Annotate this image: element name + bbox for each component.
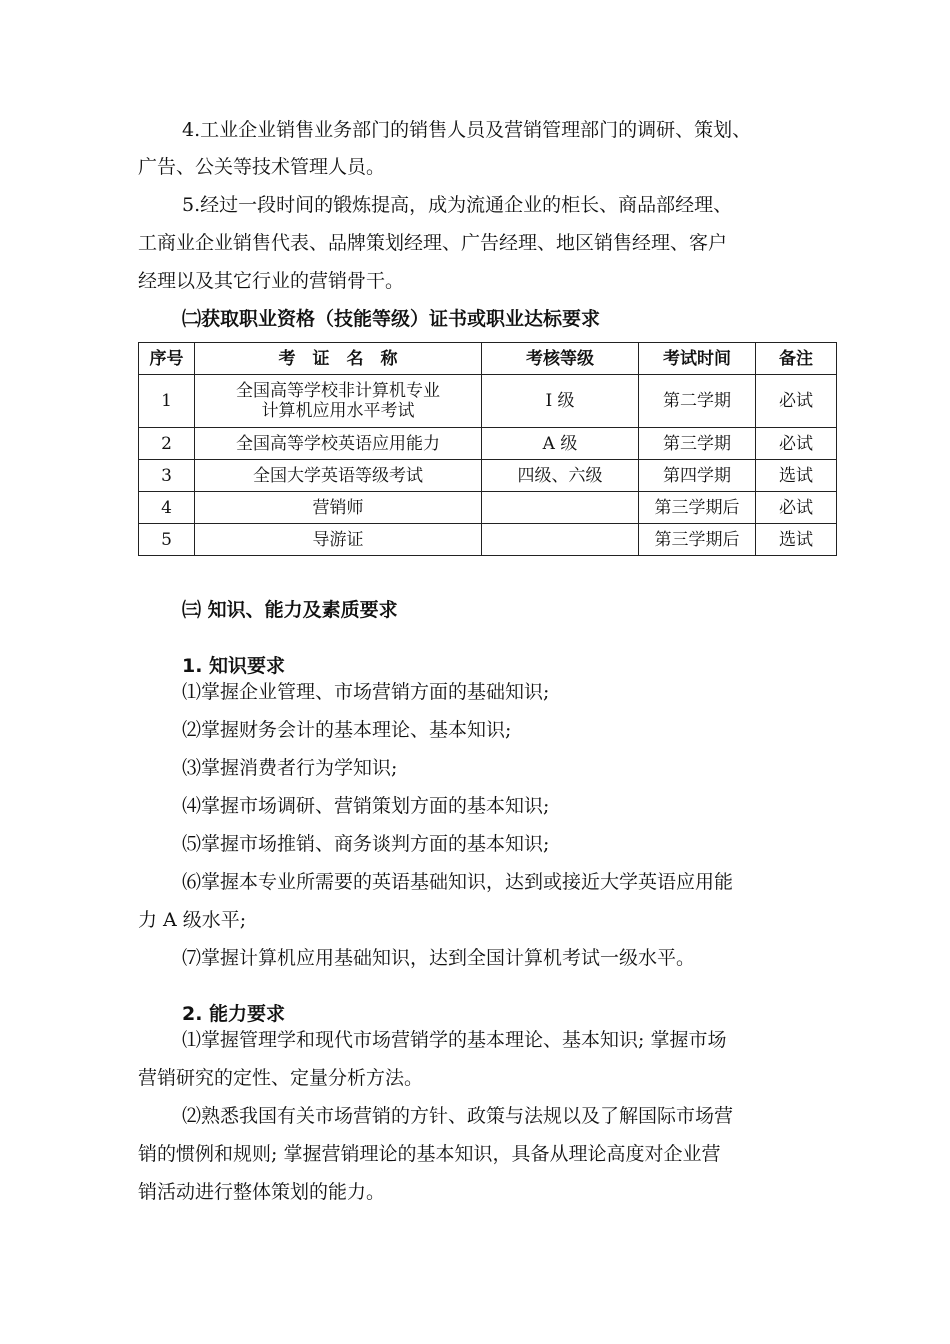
cell-level: Ⅰ 级 <box>482 375 639 428</box>
cell-name: 营销师 <box>195 492 482 524</box>
section-title-certificates: ㈡获取职业资格（技能等级）证书或职业达标要求 <box>182 308 601 330</box>
cell-name <box>195 375 482 428</box>
table-row <box>139 375 837 428</box>
cell-time: 第二学期 <box>639 375 756 428</box>
cell-name: 导游证 <box>195 524 482 556</box>
cell-no: 5 <box>139 524 195 556</box>
paragraph-line: 工商业企业销售代表、品牌策划经理、广告经理、地区销售经理、客户 <box>138 232 728 254</box>
table-header-row <box>139 343 837 375</box>
list-item: ⑸掌握市场推销、商务谈判方面的基本知识; <box>182 833 550 855</box>
list-item: ⑶掌握消费者行为学知识; <box>182 757 398 779</box>
cell-no: 1 <box>139 375 195 428</box>
cell-level: A 级 <box>482 428 639 460</box>
cell-no: 3 <box>139 460 195 492</box>
list-item: ⑹掌握本专业所需要的英语基础知识，达到或接近大学英语应用能 <box>182 871 734 893</box>
header-cell-time: 考试时间 <box>639 343 756 375</box>
cell-no: 4 <box>139 492 195 524</box>
cell-name-line: 全国高等学校非计算机专业 <box>236 381 440 401</box>
table-row <box>139 524 837 556</box>
paragraph-line: 广告、公关等技术管理人员。 <box>138 156 386 178</box>
cell-note: 必试 <box>756 375 837 428</box>
cell-name-line: 计算机应用水平考试 <box>261 401 415 421</box>
subsection-title-knowledge: 1. 知识要求 <box>182 655 286 677</box>
header-cell-no: 序号 <box>139 343 195 375</box>
section-title-requirements: ㈢ 知识、能力及素质要求 <box>182 599 398 621</box>
list-item-continued: 力 A 级水平; <box>138 909 247 931</box>
paragraph-line: ⑴掌握管理学和现代市场营销学的基本理论、基本知识; 掌握市场 <box>182 1029 727 1051</box>
cell-note: 必试 <box>756 428 837 460</box>
list-item: ⑴掌握企业管理、市场营销方面的基础知识; <box>182 681 550 703</box>
cell-level <box>482 524 639 556</box>
header-cell-note: 备注 <box>756 343 837 375</box>
cell-note: 必试 <box>756 492 837 524</box>
cell-note: 选试 <box>756 460 837 492</box>
paragraph-line: ⑵熟悉我国有关市场营销的方针、政策与法规以及了解国际市场营 <box>182 1105 734 1127</box>
table-row <box>139 492 837 524</box>
cell-no: 2 <box>139 428 195 460</box>
header-cell-name: 考 证 名 称 <box>195 343 482 375</box>
header-cell-level: 考核等级 <box>482 343 639 375</box>
list-item: ⑺掌握计算机应用基础知识，达到全国计算机考试一级水平。 <box>182 947 696 969</box>
paragraph-line: 经理以及其它行业的营销骨干。 <box>138 270 405 292</box>
cell-time: 第三学期 <box>639 428 756 460</box>
paragraph-line: 销活动进行整体策划的能力。 <box>138 1181 386 1203</box>
cell-time: 第三学期后 <box>639 492 756 524</box>
paragraph-line: 4.工业企业销售业务部门的销售人员及营销管理部门的调研、策划、 <box>182 119 752 141</box>
table-row <box>139 428 837 460</box>
table-row <box>139 460 837 492</box>
certificate-table <box>138 342 837 556</box>
paragraph-line: 销的惯例和规则; 掌握营销理论的基本知识，具备从理论高度对企业营 <box>138 1143 721 1165</box>
cell-name: 全国大学英语等级考试 <box>195 460 482 492</box>
subsection-title-ability: 2. 能力要求 <box>182 1003 286 1025</box>
cell-level: 四级、六级 <box>482 460 639 492</box>
paragraph-line: 5.经过一段时间的锻炼提高，成为流通企业的柜长、商品部经理、 <box>182 194 733 216</box>
cell-level <box>482 492 639 524</box>
cell-name: 全国高等学校英语应用能力 <box>195 428 482 460</box>
list-item: ⑵掌握财务会计的基本理论、基本知识; <box>182 719 512 741</box>
cell-note: 选试 <box>756 524 837 556</box>
paragraph-line: 营销研究的定性、定量分析方法。 <box>138 1067 424 1089</box>
cell-time: 第四学期 <box>639 460 756 492</box>
list-item: ⑷掌握市场调研、营销策划方面的基本知识; <box>182 795 550 817</box>
cell-time: 第三学期后 <box>639 524 756 556</box>
